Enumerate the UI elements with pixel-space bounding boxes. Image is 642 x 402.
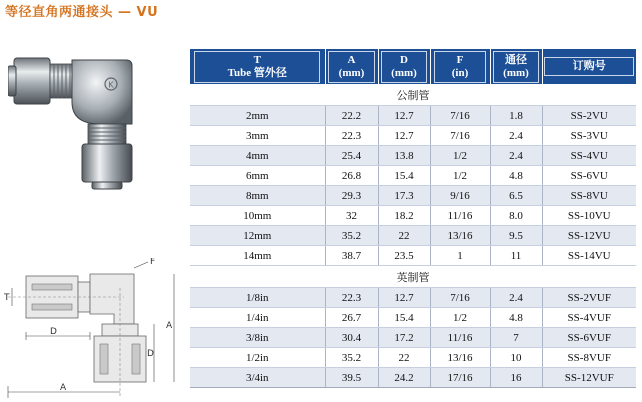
table-cell: SS-2VUF — [542, 288, 636, 308]
table-cell: 2.4 — [490, 146, 542, 166]
table-cell: 12mm — [190, 226, 325, 246]
table-cell: 7/16 — [430, 288, 490, 308]
table-cell: 22 — [378, 348, 430, 368]
section-row — [190, 266, 636, 288]
table-row — [190, 246, 636, 266]
table-cell: SS-6VUF — [542, 328, 636, 348]
table-row — [190, 146, 636, 166]
table-cell: 10mm — [190, 206, 325, 226]
table-cell: 7 — [490, 328, 542, 348]
product-photo — [8, 40, 178, 190]
table-cell: 11/16 — [430, 328, 490, 348]
dim-label-d-left: D — [50, 327, 57, 337]
table-row — [190, 328, 636, 348]
table-cell: 22.2 — [325, 106, 378, 126]
table-row — [190, 226, 636, 246]
table-cell: 1/2 — [430, 146, 490, 166]
table-row — [190, 308, 636, 328]
table-cell: 12.7 — [378, 126, 430, 146]
table-cell: 13.8 — [378, 146, 430, 166]
table-cell: 3/8in — [190, 328, 325, 348]
table-cell: 15.4 — [378, 308, 430, 328]
table-row — [190, 348, 636, 368]
table-cell: SS-2VU — [542, 106, 636, 126]
table-cell: 8.0 — [490, 206, 542, 226]
header-f: F (in) — [430, 49, 490, 84]
table-cell: 1/2in — [190, 348, 325, 368]
table-cell: 14mm — [190, 246, 325, 266]
dim-label-a-right: A — [166, 321, 173, 331]
table-cell: 13/16 — [430, 348, 490, 368]
table-row — [190, 368, 636, 388]
table-cell: 18.2 — [378, 206, 430, 226]
section-label: 英制管 — [190, 266, 636, 288]
table-cell: 35.2 — [325, 226, 378, 246]
table-row — [190, 186, 636, 206]
table-cell: 22.3 — [325, 288, 378, 308]
table-cell: SS-12VUF — [542, 368, 636, 388]
table-row — [190, 126, 636, 146]
table-cell: 9/16 — [430, 186, 490, 206]
table-cell: 1.8 — [490, 106, 542, 126]
table-cell: 10 — [490, 348, 542, 368]
table-cell: 17.2 — [378, 328, 430, 348]
table-cell: 6.5 — [490, 186, 542, 206]
table-cell: 25.4 — [325, 146, 378, 166]
table-cell: 17.3 — [378, 186, 430, 206]
table-cell: 17/16 — [430, 368, 490, 388]
section-label: 公制管 — [190, 84, 636, 106]
dim-label-f: F — [150, 258, 156, 267]
table-cell: 1/2 — [430, 166, 490, 186]
dim-label-t: T — [4, 293, 10, 303]
table-cell: 32 — [325, 206, 378, 226]
spec-table-body — [190, 84, 636, 388]
dimension-drawing — [4, 258, 186, 400]
table-cell: SS-8VU — [542, 186, 636, 206]
table-cell: SS-4VUF — [542, 308, 636, 328]
table-cell: 11 — [490, 246, 542, 266]
section-row — [190, 84, 636, 106]
table-cell: 2mm — [190, 106, 325, 126]
header-tube-od: T Tube 管外径 — [190, 49, 325, 84]
table-cell: 16 — [490, 368, 542, 388]
spec-table — [190, 49, 636, 388]
dim-label-d-right: D — [147, 349, 154, 359]
table-cell: 22 — [378, 226, 430, 246]
table-cell: 35.2 — [325, 348, 378, 368]
table-cell: SS-12VU — [542, 226, 636, 246]
table-cell: 39.5 — [325, 368, 378, 388]
table-cell: 13/16 — [430, 226, 490, 246]
table-cell: 23.5 — [378, 246, 430, 266]
table-cell: 7/16 — [430, 126, 490, 146]
table-cell: 1/4in — [190, 308, 325, 328]
table-cell: 38.7 — [325, 246, 378, 266]
table-cell: 24.2 — [378, 368, 430, 388]
header-bore: 通径 (mm) — [490, 49, 542, 84]
header-order-number: 订购号 — [542, 49, 636, 84]
table-cell: 30.4 — [325, 328, 378, 348]
table-cell: 29.3 — [325, 186, 378, 206]
table-cell: SS-6VU — [542, 166, 636, 186]
table-row — [190, 206, 636, 226]
table-cell: 4.8 — [490, 166, 542, 186]
dim-label-a-bottom: A — [60, 383, 67, 393]
table-cell: 26.8 — [325, 166, 378, 186]
table-cell: 1/2 — [430, 308, 490, 328]
table-cell: SS-14VU — [542, 246, 636, 266]
table-cell: 8mm — [190, 186, 325, 206]
table-cell: 12.7 — [378, 288, 430, 308]
table-cell: SS-10VU — [542, 206, 636, 226]
table-cell: 3mm — [190, 126, 325, 146]
table-header-row — [190, 49, 636, 84]
table-cell: 4.8 — [490, 308, 542, 328]
table-row — [190, 106, 636, 126]
table-cell: 15.4 — [378, 166, 430, 186]
svg-text:K: K — [108, 80, 114, 90]
table-cell: 1/8in — [190, 288, 325, 308]
table-cell: 9.5 — [490, 226, 542, 246]
table-cell: 12.7 — [378, 106, 430, 126]
table-row — [190, 166, 636, 186]
table-cell: 6mm — [190, 166, 325, 186]
table-cell: SS-3VU — [542, 126, 636, 146]
table-row — [190, 288, 636, 308]
table-cell: 11/16 — [430, 206, 490, 226]
header-d: D (mm) — [378, 49, 430, 84]
header-a: A (mm) — [325, 49, 378, 84]
table-cell: SS-8VUF — [542, 348, 636, 368]
table-cell: SS-4VU — [542, 146, 636, 166]
table-cell: 3/4in — [190, 368, 325, 388]
table-cell: 26.7 — [325, 308, 378, 328]
page-title: 等径直角两通接头 — VU — [5, 5, 159, 20]
table-cell: 7/16 — [430, 106, 490, 126]
table-cell: 2.4 — [490, 126, 542, 146]
table-cell: 22.3 — [325, 126, 378, 146]
table-cell: 4mm — [190, 146, 325, 166]
table-cell: 1 — [430, 246, 490, 266]
table-cell: 2.4 — [490, 288, 542, 308]
